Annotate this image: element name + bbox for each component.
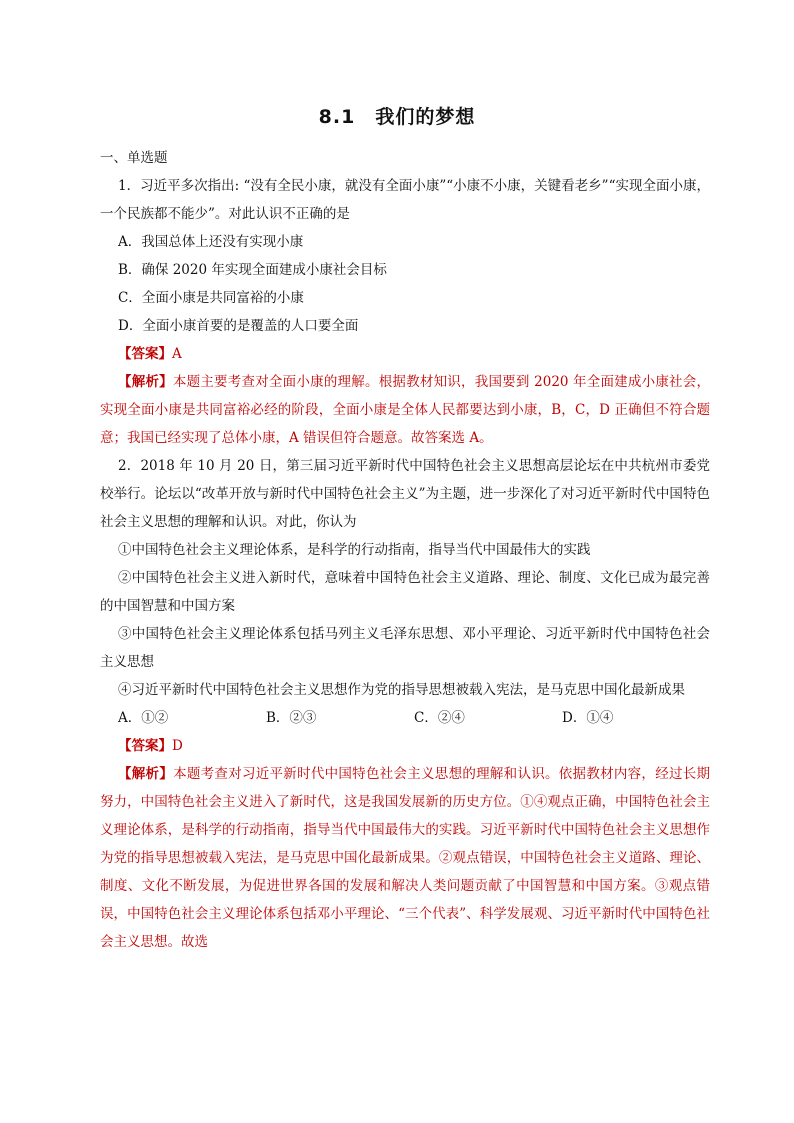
q2-options xyxy=(100,704,710,732)
q1-option-b: B．确保 2020 年实现全面建成小康社会目标 xyxy=(118,262,387,278)
q2-statement-2: ②中国特色社会主义进入新时代，意味着中国特色社会主义道路、理论、制度、文化已成为最完善的中国智慧和中国方案 xyxy=(100,570,710,614)
q2-option-d: D．①④ xyxy=(562,710,614,726)
q2-answer-value: D xyxy=(172,738,183,754)
q2-statement-1: ①中国特色社会主义理论体系，是科学的行动指南，指导当代中国最伟大的实践 xyxy=(118,542,591,558)
q2-statement-4: ④习近平新时代中国特色社会主义思想作为党的指导思想被载入宪法，是马克思中国化最新成果 xyxy=(118,682,685,698)
q2-analysis-label: 【解析】 xyxy=(118,766,174,782)
q1-analysis-text: 本题主要考查对全面小康的理解。根据教材知识，我国要到 2020 年全面建成小康社会，实现全面小康是共同富裕必经的阶段，全面小康是全体人民都要达到小康，B，C，D 正确但不符合题意；我国已经实现了总体小康，A 错误但符合题意。故答案选 A。 xyxy=(100,374,710,446)
section-heading: 一、单选题 xyxy=(100,150,168,166)
q2-option-a: A．①② xyxy=(118,710,169,726)
question-content xyxy=(100,172,710,956)
q2-statement-3: ③中国特色社会主义理论体系包括马列主义毛泽东思想、邓小平理论、习近平新时代中国特色社会主义思想 xyxy=(100,626,710,670)
q1-option-c: C．全面小康是共同富裕的小康 xyxy=(118,290,304,306)
q1-option-d: D．全面小康首要的是覆盖的人口要全面 xyxy=(118,318,359,334)
q2-analysis xyxy=(100,760,710,956)
q1-analysis-label: 【解析】 xyxy=(118,374,173,390)
q1-answer xyxy=(100,340,710,368)
q2-answer-label: 【答案】 xyxy=(118,738,172,754)
q1-option-a: A．我国总体上还没有实现小康 xyxy=(118,234,304,250)
q2-option-b: B．②③ xyxy=(266,710,317,726)
q1-stem: 1．习近平多次指出: “没有全民小康，就没有全面小康”“小康不小康，关键看老乡”“实现全面小康，一个民族都不能少”。对此认识不正确的是 xyxy=(100,178,710,222)
q2-answer xyxy=(100,732,710,760)
q1-answer-label: 【答案】 xyxy=(118,346,172,362)
q1-analysis xyxy=(100,368,710,452)
page-title: 8.1 我们的梦想 xyxy=(318,106,476,128)
q2-option-c: C．②④ xyxy=(414,710,465,726)
q1-answer-value: A xyxy=(172,346,182,362)
q2-analysis-text: 本题考查对习近平新时代中国特色社会主义思想的理解和认识。依据教材内容，经过长期努力，中国特色社会主义进入了新时代，这是我国发展新的历史方位。①④观点正确，中国特色社会主义理论体系，是科学的行动指南，指导当代中国最伟大的实践。习近平新时代中国特色社会主义思想作为党的指导思想被载入宪法，是马克思中国化最新成果。②观点错误，中国特色社会主义道路、理论、制度、文化不断发展，为促进世界各国的发展和解决人类问题贡献了中国智慧和中国方案。③观点错误，中国特色社会主义理论体系包括邓小平理论、“三个代表”、科学发展观、习近平新时代中国特色社会主义思想。故选 xyxy=(100,766,711,950)
q2-stem: 2．2018 年 10 月 20 日，第三届习近平新时代中国特色社会主义思想高层论坛在中共杭州市委党校举行。论坛以“改革开放与新时代中国特色社会主义”为主题，进一步深化了对习近平新时代中国特色社会主义思想的理解和认识。对此，你认为 xyxy=(100,458,710,530)
